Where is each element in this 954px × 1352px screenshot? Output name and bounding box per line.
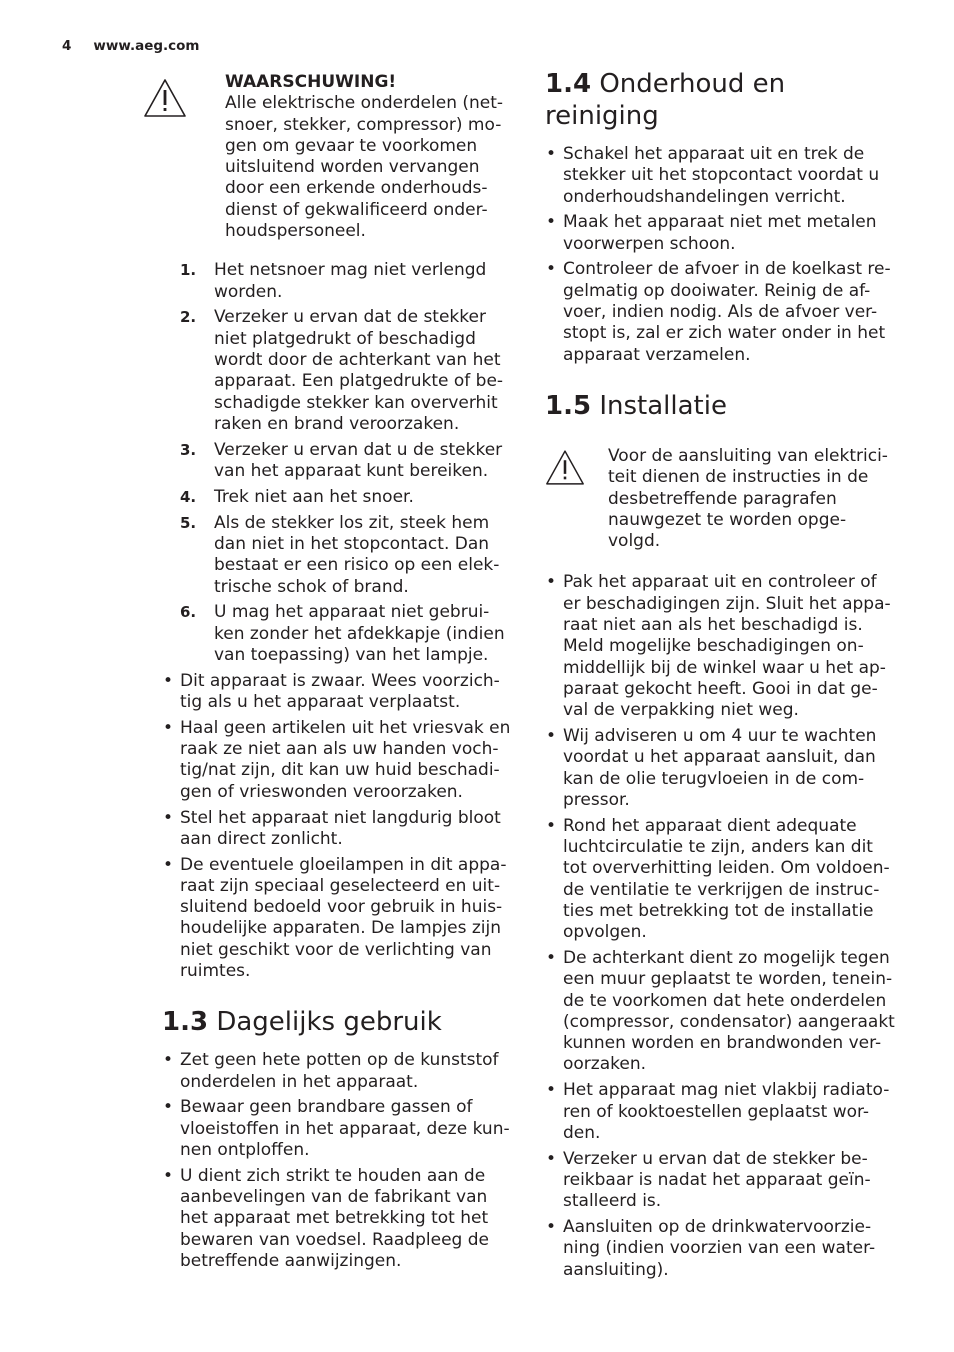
item-line: Verzeker u ervan dat u de stekker [214, 439, 503, 460]
section-heading [545, 390, 900, 422]
bullet-line: De eventuele gloeilampen in dit appa- [180, 854, 507, 875]
bullet-line: het apparaat met betrekking tot het [180, 1208, 489, 1229]
bullet-line: Meld mogelijke beschadigingen on- [563, 636, 864, 657]
item-line: niet platgedrukt of beschadigd [214, 328, 476, 349]
section-title: Installatie [599, 390, 727, 421]
item-line: raken en brand veroorzaken. [214, 413, 460, 434]
section-heading [162, 1006, 516, 1038]
bullet-line: kan de olie terugvloeien in de com- [563, 768, 865, 789]
bullet-line: betreffende aanwijzingen. [180, 1251, 402, 1272]
item-number: 1. [180, 261, 197, 280]
numbered-item [180, 439, 516, 483]
bullet-line: niet geschikt voor de verlichting van [180, 939, 492, 960]
item-line: U mag het apparaat niet gebrui- [214, 602, 490, 623]
item-number: 3. [180, 440, 197, 459]
item-line: trische schok of brand. [214, 576, 409, 597]
bullet-line: den. [563, 1122, 601, 1143]
warning-line: Alle elektrische onderdelen (net- [225, 93, 504, 114]
warning-triangle-icon [545, 449, 585, 486]
right-column [545, 68, 900, 1285]
bullet-line: reikbaar is nadat het apparaat geïn- [563, 1169, 871, 1190]
bullet-line: Rond het apparaat dient adequate [563, 815, 857, 836]
warning-line: volgd. [608, 531, 661, 552]
bullet-line: voordat u het apparaat aansluit, dan [563, 747, 876, 768]
warning-line: uitsluitend worden vervangen [225, 157, 480, 178]
bullet-line: onderdelen in het apparaat. [180, 1071, 419, 1092]
numbered-item [180, 307, 516, 435]
bullet-item: • Bewaar geen brandbare gassen of vloeistoffen in het apparaat, deze kun- nen ontploffen. [180, 1097, 516, 1161]
item-line: bestaat er een risico op een elek- [214, 555, 500, 576]
page-header [62, 38, 200, 54]
bullet-line: stalleerd is. [563, 1191, 662, 1212]
bullet-line: voer, indien nodig. Als de afvoer ver- [563, 302, 878, 323]
item-line: apparaat. Een platgedrukte of be- [214, 371, 504, 392]
warning-triangle-icon [143, 78, 187, 118]
bullet-item: • Pak het apparaat uit en controleer of er beschadigingen zijn. Sluit het appa- raat niet aan als het beschadigd is. Meld mogelijke beschadigingen on- middellijk bij de winkel waar u het ap- paraat gekocht heeft. Gooi in dat ge- val de verpakking niet weg. [563, 572, 900, 721]
bullet-line: tig/nat zijn, dit kan uw huid beschadi- [180, 760, 500, 781]
safety-bullet-list [162, 671, 516, 983]
bullet-line: middellijk bij de winkel waar u het ap- [563, 657, 886, 678]
bullet-line: nen ontploffen. [180, 1140, 310, 1161]
bullet-item: • Controleer de afvoer in de koelkast re- gelmatig op dooiwater. Reinig de af- voer, indien nodig. Als de afvoer ver- stopt is, zal er zich water onder in het apparaat verzamelen. [563, 259, 900, 365]
item-line: Het netsnoer mag niet verlengd [214, 260, 487, 281]
bullet-item: • Dit apparaat is zwaar. Wees voorzich- tig als u het apparaat verplaatst. [180, 671, 516, 714]
bullet-item: • Het apparaat mag niet vlakbij radiato- ren of kooktoestellen geplaatst wor- den. [563, 1080, 900, 1144]
bullet-line: Schakel het apparaat uit en trek de [563, 144, 865, 164]
bullet-line: luchtcirculatie te zijn, anders kan dit [563, 837, 873, 858]
bullet-line: raat zijn speciaal geselecteerd en uit- [180, 875, 501, 896]
bullet-item: • Zet geen hete potten op de kunststof onderdelen in het apparaat. [180, 1050, 516, 1093]
numbered-item [180, 512, 516, 598]
bullet-line: U dient zich strikt te houden aan de [180, 1165, 486, 1186]
section-number: 1.3 [162, 1007, 209, 1038]
maintenance-bullet-list [545, 144, 900, 366]
bullet-item: • Verzeker u ervan dat de stekker be- reikbaar is nadat het apparaat geïn- stalleerd is. [563, 1149, 900, 1213]
item-line: schadigde stekker kan oververhit [214, 392, 498, 413]
bullet-line: onderhoudshandelingen verricht. [563, 186, 846, 207]
item-line: van toepassing) van het lampje. [214, 644, 489, 665]
bullet-line: opvolgen. [563, 922, 647, 943]
bullet-line: ning (indien voorzien van een water- [563, 1238, 876, 1259]
warning-line: snoer, stekker, compressor) mo- [225, 114, 502, 135]
warning-block [162, 72, 516, 242]
item-line: wordt door de achterkant van het [214, 350, 501, 371]
warning-line: dienst of gekwalificeerd onder- [225, 199, 488, 220]
bullet-line: apparaat verzamelen. [563, 344, 751, 365]
installation-bullet-list [545, 572, 900, 1281]
bullet-line: Zet geen hete potten op de kunststof [180, 1050, 499, 1071]
bullet-line: bewaren van voedsel. Raadpleeg de [180, 1229, 489, 1250]
warning-line: door een erkende onderhouds- [225, 178, 488, 199]
bullet-line: gelmatig op dooiwater. Reinig de af- [563, 280, 871, 301]
numbered-item [180, 486, 516, 508]
bullet-item: • Haal geen artikelen uit het vriesvak en raak ze niet aan als uw handen voch- tig/nat zijn, dit kan uw huid beschadi- gen of vrieswonden veroorzaken. [180, 718, 516, 803]
bullet-line: stopt is, zal er zich water onder in het [563, 323, 886, 344]
item-line: Als de stekker los zit, steek hem [214, 512, 490, 533]
bullet-line: Het apparaat mag niet vlakbij radiato- [563, 1080, 890, 1101]
warning-line: Voor de aansluiting van elektrici- [608, 445, 888, 466]
warning-line: desbetreffende paragrafen [608, 488, 837, 509]
bullet-line: de ventilatie te verkrijgen de instruc- [563, 879, 880, 900]
bullet-line: Wij adviseren u om 4 uur te wachten [563, 726, 877, 747]
section-heading [545, 68, 900, 132]
daily-use-bullet-list [162, 1050, 516, 1272]
bullet-line: een muur geplaatst te worden, tenein- [563, 969, 893, 990]
section-number: 1.5 [545, 390, 592, 421]
bullet-line: aanbevelingen van de fabrikant van [180, 1187, 488, 1208]
warning-title: WAARSCHUWING! [225, 72, 397, 92]
bullet-item: • Stel het apparaat niet langdurig bloot aan direct zonlicht. [180, 808, 516, 851]
bullet-line: ren of kooktoestellen geplaatst wor- [563, 1101, 870, 1122]
bullet-line: Aansluiten op de drinkwatervoorzie- [563, 1217, 872, 1238]
warning-line: nauwgezet te worden opge- [608, 509, 847, 530]
page-number: 4 [62, 38, 72, 54]
bullet-item: • U dient zich strikt te houden aan de aanbevelingen van de fabrikant van het apparaat met betrekking tot het bewaren van voedsel. Raadpleeg de betreffende aanwijzingen. [180, 1166, 516, 1272]
bullet-line: Haal geen artikelen uit het vriesvak en [180, 717, 511, 738]
bullet-line: raak ze niet aan als uw handen voch- [180, 739, 499, 760]
bullet-item: • Rond het apparaat dient adequate luchtcirculatie te zijn, anders kan dit tot oververhitting leiden. Om voldoen- de ventilatie te verkrijgen de instruc- ties met betrekking tot de installatie opvolgen. [563, 816, 900, 944]
bullet-line: Pak het apparaat uit en controleer of [563, 572, 877, 593]
bullet-line: houdelijke apparaten. De lampjes zijn [180, 918, 502, 939]
bullet-line: voorwerpen schoon. [563, 233, 736, 254]
item-line: ken zonder het afdekkapje (indien [214, 623, 505, 644]
bullet-line: Bewaar geen brandbare gassen of [180, 1097, 473, 1118]
bullet-line: raat niet aan als het beschadigd is. [563, 615, 863, 636]
bullet-line: de te voorkomen dat hete onderdelen [563, 990, 887, 1011]
bullet-line: stekker uit het stopcontact voordat u [563, 165, 880, 186]
bullet-item: • Maak het apparaat niet met metalen voorwerpen schoon. [563, 212, 900, 255]
warning-line: teit dienen de instructies in de [608, 467, 869, 488]
bullet-line: oorzaken. [563, 1054, 647, 1075]
bullet-line: kunnen worden en brandwonden ver- [563, 1033, 882, 1054]
bullet-line: Verzeker u ervan dat de stekker be- [563, 1148, 868, 1169]
bullet-line: Maak het apparaat niet met metalen [563, 212, 877, 233]
bullet-line: gen of vrieswonden veroorzaken. [180, 781, 463, 802]
bullet-line: Controleer de afvoer in de koelkast re- [563, 259, 891, 280]
bullet-line: pressor. [563, 789, 630, 810]
bullet-line: er beschadigingen zijn. Sluit het appa- [563, 593, 891, 614]
bullet-line: aansluiting). [563, 1259, 669, 1280]
bullet-line: tot oververhitting leiden. Om voldoen- [563, 858, 890, 879]
bullet-line: (compressor, condensator) aangeraakt [563, 1011, 895, 1032]
bullet-item: • Schakel het apparaat uit en trek de stekker uit het stopcontact voordat u onderhoudshandelingen verricht. [563, 144, 900, 208]
bullet-line: ties met betrekking tot de installatie [563, 900, 874, 921]
item-number: 2. [180, 308, 197, 327]
bullet-line: val de verpakking niet weg. [563, 700, 799, 721]
warning-line: gen om gevaar te voorkomen [225, 135, 478, 156]
item-number: 4. [180, 487, 197, 506]
numbered-item [180, 260, 516, 303]
bullet-item: • De achterkant dient zo mogelijk tegen een muur geplaatst te worden, tenein- de te voorkomen dat hete onderdelen (compressor, condensator) aangeraakt kunnen worden en brandwonden ver- oorzaken. [563, 948, 900, 1076]
numbered-list [162, 260, 516, 666]
item-line: worden. [214, 281, 283, 302]
item-line: dan niet in het stopcontact. Dan [214, 533, 490, 554]
header-url[interactable]: www.aeg.com [93, 38, 200, 54]
installation-warning [545, 446, 900, 552]
bullet-item: • Wij adviseren u om 4 uur te wachten voordat u het apparaat aansluit, dan kan de olie terugvloeien in de com- pressor. [563, 726, 900, 811]
left-column [162, 68, 516, 1277]
bullet-line: De achterkant dient zo mogelijk tegen [563, 948, 890, 968]
warning-line: houdspersoneel. [225, 221, 366, 242]
bullet-line: ruimtes. [180, 961, 251, 982]
numbered-item [180, 602, 516, 666]
item-line: Trek niet aan het snoer. [214, 486, 414, 507]
bullet-line: aan direct zonlicht. [180, 828, 343, 849]
item-number: 5. [180, 513, 197, 532]
section-title: Dagelijks gebruik [216, 1007, 442, 1038]
bullet-item: • Aansluiten op de drinkwatervoorzie- ning (indien voorzien van een water- aansluiting). [563, 1217, 900, 1281]
bullet-line: vloeistoffen in het apparaat, deze kun- [180, 1118, 510, 1139]
bullet-line: paraat gekocht heeft. Gooi in dat ge- [563, 678, 878, 699]
item-line: Verzeker u ervan dat de stekker [214, 307, 486, 328]
bullet-line: sluitend bedoeld voor gebruik in huis- [180, 897, 503, 918]
warning-text [225, 93, 516, 242]
bullet-line: Stel het apparaat niet langdurig bloot [180, 807, 501, 828]
section-number: 1.4 [545, 69, 592, 99]
item-number: 6. [180, 603, 197, 622]
section-title: Onderhoud en reiniging [545, 69, 786, 131]
item-line: van het apparaat kunt bereiken. [214, 461, 489, 482]
bullet-line: tig als u het apparaat verplaatst. [180, 692, 461, 713]
bullet-item: • De eventuele gloeilampen in dit appa- raat zijn speciaal geselecteerd en uit- sluitend bedoeld voor gebruik in huis- houdelijke apparaten. De lampjes zijn niet geschikt voor de verlichting van ruimtes. [180, 855, 516, 983]
bullet-line: Dit apparaat is zwaar. Wees voorzich- [180, 670, 500, 691]
